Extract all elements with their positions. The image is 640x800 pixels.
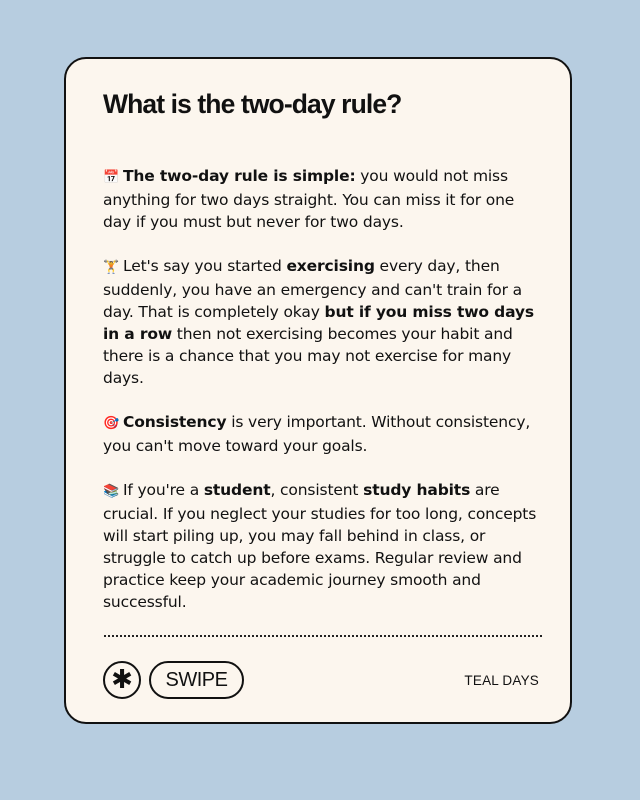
rule-text: you would not miss anything for two days straight. You can miss it for one day if you must but never for two days. bbox=[103, 167, 515, 231]
paragraph-exercise bbox=[103, 255, 543, 389]
consistency-text: is very important. Without consistency, you can't move toward your goals. bbox=[103, 413, 531, 455]
exercise-mid: every day, then suddenly, you have an emergency and can't train for a day. That is completely okay bbox=[103, 257, 522, 321]
paragraph-rule bbox=[103, 165, 543, 233]
exercise-bold-1: exercising bbox=[286, 257, 375, 275]
exercise-post: then not exercising becomes your habit and there is a chance that you may not exercise for many days. bbox=[103, 325, 513, 387]
consistency-lead: Consistency bbox=[123, 413, 227, 431]
swipe-button[interactable]: SWIPE bbox=[149, 661, 244, 699]
brand-label: TEAL DAYS bbox=[464, 673, 539, 688]
weightlifter-icon: 🏋 bbox=[103, 260, 120, 275]
paragraph-consistency bbox=[103, 411, 543, 457]
article-body bbox=[103, 165, 543, 635]
student-bold-2: study habits bbox=[363, 481, 471, 499]
content-card bbox=[64, 57, 572, 724]
rule-lead: The two-day rule is simple: bbox=[123, 167, 356, 185]
calendar-icon: 📅 bbox=[103, 170, 120, 185]
page-title: What is the two-day rule? bbox=[103, 89, 402, 119]
exercise-pre: Let's say you started bbox=[123, 257, 287, 275]
dotted-divider bbox=[104, 635, 542, 637]
student-bold-1: student bbox=[203, 481, 271, 499]
student-post: are crucial. If you neglect your studies for too long, concepts will start piling up, you may fall behind in class, or struggle to catch up before exams. Regular review and practice keep your academic journey smooth and successful. bbox=[103, 481, 537, 611]
exercise-bold-2: but if you miss two days in a row bbox=[103, 303, 534, 343]
target-icon: 🎯 bbox=[103, 416, 120, 431]
student-pre: If you're a bbox=[123, 481, 204, 499]
books-icon: 📚 bbox=[103, 484, 120, 499]
paragraph-student bbox=[103, 479, 543, 613]
asterisk-icon[interactable]: ✱ bbox=[103, 661, 141, 699]
student-mid: , consistent bbox=[270, 481, 364, 499]
